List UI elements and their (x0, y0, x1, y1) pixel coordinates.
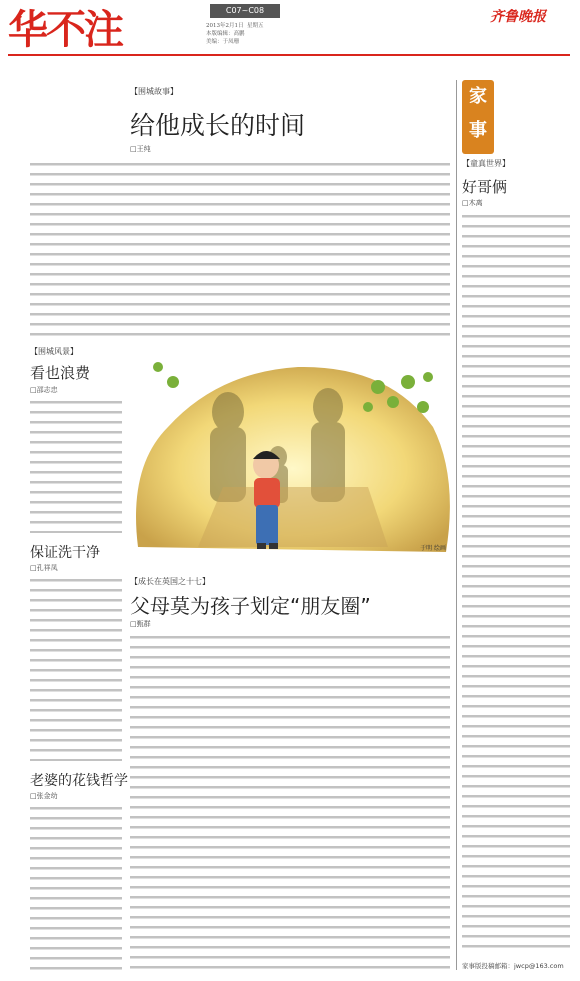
illustration-graphic (128, 347, 458, 560)
article-body (462, 212, 570, 954)
article-body (30, 160, 450, 338)
footer-contact: 家事版投稿邮箱：jwcp@163.com (462, 962, 564, 970)
illustration (128, 347, 458, 560)
article-author: □王纯 (130, 145, 151, 153)
article-author: □邵志忠 (30, 386, 58, 394)
section-badge: 家事 (462, 80, 494, 154)
article-title: 好哥俩 (462, 178, 508, 196)
illustration-caption: 于明 绘画 (420, 545, 446, 552)
article-body (30, 398, 122, 533)
article-title: 看也浪费 (30, 364, 91, 382)
paper-logo: 齐鲁晚报 (490, 9, 546, 25)
section-tag: 【童真世界】 (462, 159, 510, 168)
article-body (30, 804, 122, 972)
article-title: 老婆的花钱哲学 (30, 773, 128, 789)
masthead: 华不注 (8, 7, 122, 53)
section-tag: 【成长在英国之十七】 (130, 577, 210, 586)
article-author: □孔祥凤 (30, 564, 58, 572)
article-author: □甄群 (130, 620, 151, 628)
article-body (30, 576, 122, 761)
section-tag: 【围城风景】 (30, 347, 78, 356)
article-title: 保证洗干净 (30, 545, 100, 561)
article-author: □张金幼 (30, 792, 58, 800)
page-range: C07~C08 (210, 4, 280, 18)
article-author: □木离 (462, 199, 483, 207)
article-title: 给他成长的时间 (130, 111, 306, 140)
article-body (130, 633, 450, 971)
dateline: 2013年2月1日 星期五 本版编辑：高鹏 美编：于凤珊 (206, 23, 264, 45)
article-title: 父母莫为孩子划定“朋友圈” (130, 594, 371, 618)
section-tag: 【围城故事】 (130, 87, 178, 96)
masthead-rule (8, 54, 570, 56)
column-rule (456, 80, 457, 970)
